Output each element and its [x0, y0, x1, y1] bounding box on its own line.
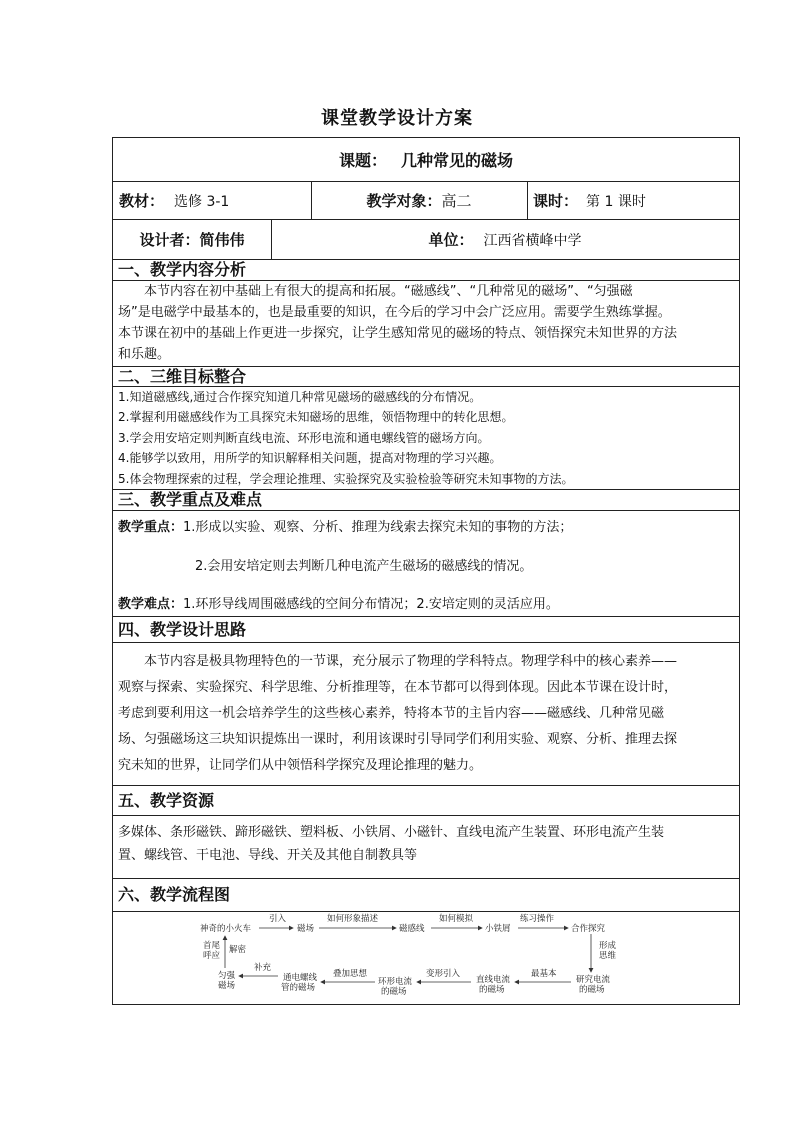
flow-edge-introduce: 引入 — [269, 914, 287, 924]
section-2-body — [113, 387, 739, 490]
lesson-plan-table — [112, 137, 740, 1005]
s5-line-2: 置、螺线管、干电池、导线、开关及其他自制教具等 — [118, 848, 418, 863]
flow-edge-echo: 首尾 — [203, 941, 221, 951]
s1-line-2: 场”是电磁学中最基本的，也是最重要的知识，在今后的学习中会广泛应用。需要学生熟练掌握。 — [118, 305, 671, 320]
material-label: 教材： — [119, 192, 165, 210]
objective-item: 3.学会用安培定则判断直线电流、环形电流和通电螺线管的磁场方向。 — [118, 430, 490, 445]
flow-node-uniform: 匀强 — [218, 971, 236, 981]
flow-edge-simulate: 如何模拟 — [439, 914, 474, 924]
flow-node-cooperate: 合作探究 — [571, 924, 606, 934]
flow-edge-describe: 如何形象描述 — [327, 914, 379, 924]
section-5-text — [118, 821, 734, 867]
flow-node-solenoid-2: 管的磁场 — [281, 983, 316, 993]
info-row-1 — [113, 182, 739, 220]
key-points-label: 教学重点： — [118, 520, 184, 535]
difficulties-label: 教学难点： — [118, 597, 184, 612]
key-point-1: 1.形成以实验、观察、分析、推理为线索去探究未知的事物的方法； — [183, 520, 573, 535]
period-cell — [533, 182, 739, 219]
flow-edge-basic: 最基本 — [531, 969, 557, 979]
section-1-body — [113, 281, 739, 367]
s4-line-3: 考虑到要利用这一机会培养学生的这些核心素养，特将本节的主旨内容——磁感线、几种常见磁 — [118, 706, 665, 721]
topic-cell — [113, 138, 739, 181]
section-1-heading-row — [113, 260, 739, 281]
flow-node-train: 神奇的小火车 — [200, 924, 252, 934]
designer-cell — [113, 220, 271, 259]
document-title: 课堂教学设计方案 — [321, 108, 473, 129]
flow-edge-supplement: 补充 — [254, 963, 272, 973]
section-5-heading-row — [113, 786, 739, 816]
teaching-flowchart — [113, 912, 739, 1004]
designer-label: 设计者： — [139, 231, 200, 249]
flow-edge-practice: 练习操作 — [520, 914, 555, 924]
flow-edge-think: 思维 — [599, 951, 617, 961]
flow-node-filings: 小铁屑 — [485, 924, 511, 934]
flowchart-area — [113, 912, 739, 1004]
section-4-heading-row — [113, 617, 739, 643]
section-3-heading-row — [113, 490, 739, 511]
section-5-body — [113, 816, 739, 879]
key-point-2: 2.会用安培定则去判断几种电流产生磁场的磁感线的情况。 — [195, 559, 533, 574]
flow-edge-decode: 解密 — [229, 945, 247, 955]
material-cell — [119, 182, 309, 219]
section-2-heading: 二、三维目标整合 — [118, 367, 247, 386]
section-4-text — [118, 649, 734, 779]
designer-value: 简伟伟 — [199, 231, 245, 249]
objective-item: 2.掌握利用磁感线作为工具探究未知磁场的思维，领悟物理中的转化思想。 — [118, 410, 514, 425]
audience-label: 教学对象： — [366, 192, 442, 210]
audience-cell — [311, 182, 527, 219]
objective-item: 4.能够学以致用，用所学的知识解释相关问题，提高对物理的学习兴趣。 — [118, 451, 502, 466]
audience-value: 高二 — [441, 192, 472, 210]
section-6-heading: 六、教学流程图 — [118, 885, 231, 904]
unit-value: 江西省横峰中学 — [483, 232, 582, 249]
objective-item: 5.体会物理探索的过程，学会理论推理、实验探究及实验检验等研究未知事物的方法。 — [118, 471, 574, 486]
section-5-heading: 五、教学资源 — [118, 791, 215, 810]
section-1-heading: 一、教学内容分析 — [118, 260, 247, 279]
section-3-body — [113, 511, 739, 617]
flow-node-uniform-2: 磁场 — [218, 981, 236, 991]
flow-node-solenoid: 通电螺线 — [283, 973, 318, 983]
info-row-2 — [113, 220, 739, 260]
difficulties-line — [118, 593, 559, 612]
flow-edge-variant: 变形引入 — [426, 969, 461, 979]
unit-cell — [271, 220, 739, 259]
flow-node-ring: 环形电流 — [378, 977, 413, 987]
s4-line-2: 观察与探索、实验探究、科学思维、分析推理等，在本节都可以得到体现。因此本节课在设计时， — [118, 680, 678, 695]
section-3-heading: 三、教学重点及难点 — [118, 490, 263, 509]
flow-node-study-current-2: 的磁场 — [579, 985, 605, 995]
flow-node-field-lines: 磁感线 — [399, 924, 425, 934]
s1-line-4: 和乐趣。 — [118, 347, 171, 362]
flow-node-study-current: 研究电流 — [576, 975, 611, 985]
s1-line-3: 本节课在初中的基础上作更进一步探究，让学生感知常见的磁场的特点、领悟探究未知世界的方法 — [118, 326, 678, 341]
objectives-list — [118, 387, 573, 489]
objective-item: 1.知道磁感线,通过合作探究知道几种常见磁场的磁感线的分布情况。 — [118, 390, 482, 404]
s4-line-4: 场、匀强磁场这三块知识提炼出一课时，利用该课时引导同学们利用实验、观察、分析、推理去探 — [118, 732, 678, 747]
section-4-body — [113, 643, 739, 786]
section-6-heading-row — [113, 879, 739, 912]
topic-row — [113, 138, 739, 182]
section-1-text — [118, 281, 734, 365]
material-value: 选修 3-1 — [174, 193, 230, 210]
s4-line-1: 本节内容是极具物理特色的一节课，充分展示了物理的学科特点。物理学科中的核心素养—— — [144, 654, 678, 669]
flow-node-straight-2: 的磁场 — [479, 985, 505, 995]
flow-edge-echo-2: 呼应 — [203, 951, 221, 961]
flow-node-ring-2: 的磁场 — [381, 987, 407, 997]
period-value: 第 1 课时 — [586, 193, 646, 210]
unit-label: 单位： — [428, 231, 474, 249]
topic-value: 几种常见的磁场 — [401, 151, 514, 170]
s5-line-1: 多媒体、条形磁铁、蹄形磁铁、塑料板、小铁屑、小磁针、直线电流产生装置、环形电流产生装 — [118, 825, 665, 840]
s4-line-5: 究未知的世界，让同学们从中领悟科学探究及理论推理的魅力。 — [118, 758, 483, 773]
flow-node-field: 磁场 — [297, 924, 315, 934]
topic-label: 课题： — [338, 151, 387, 170]
flow-edge-superpose: 叠加思想 — [333, 969, 368, 979]
period-label: 课时： — [533, 192, 579, 210]
difficulties-text: 1.环形导线周围磁感线的空间分布情况；2.安培定则的灵活应用。 — [183, 597, 559, 612]
flow-edge-form: 形成 — [599, 941, 617, 951]
section-2-heading-row — [113, 367, 739, 387]
key-points-line-1 — [118, 516, 572, 535]
section-4-heading: 四、教学设计思路 — [118, 620, 247, 639]
s1-line-1: 本节内容在初中基础上有很大的提高和拓展。“磁感线”、“几种常见的磁场”、“匀强磁 — [144, 284, 633, 299]
flow-node-straight: 直线电流 — [476, 975, 511, 985]
